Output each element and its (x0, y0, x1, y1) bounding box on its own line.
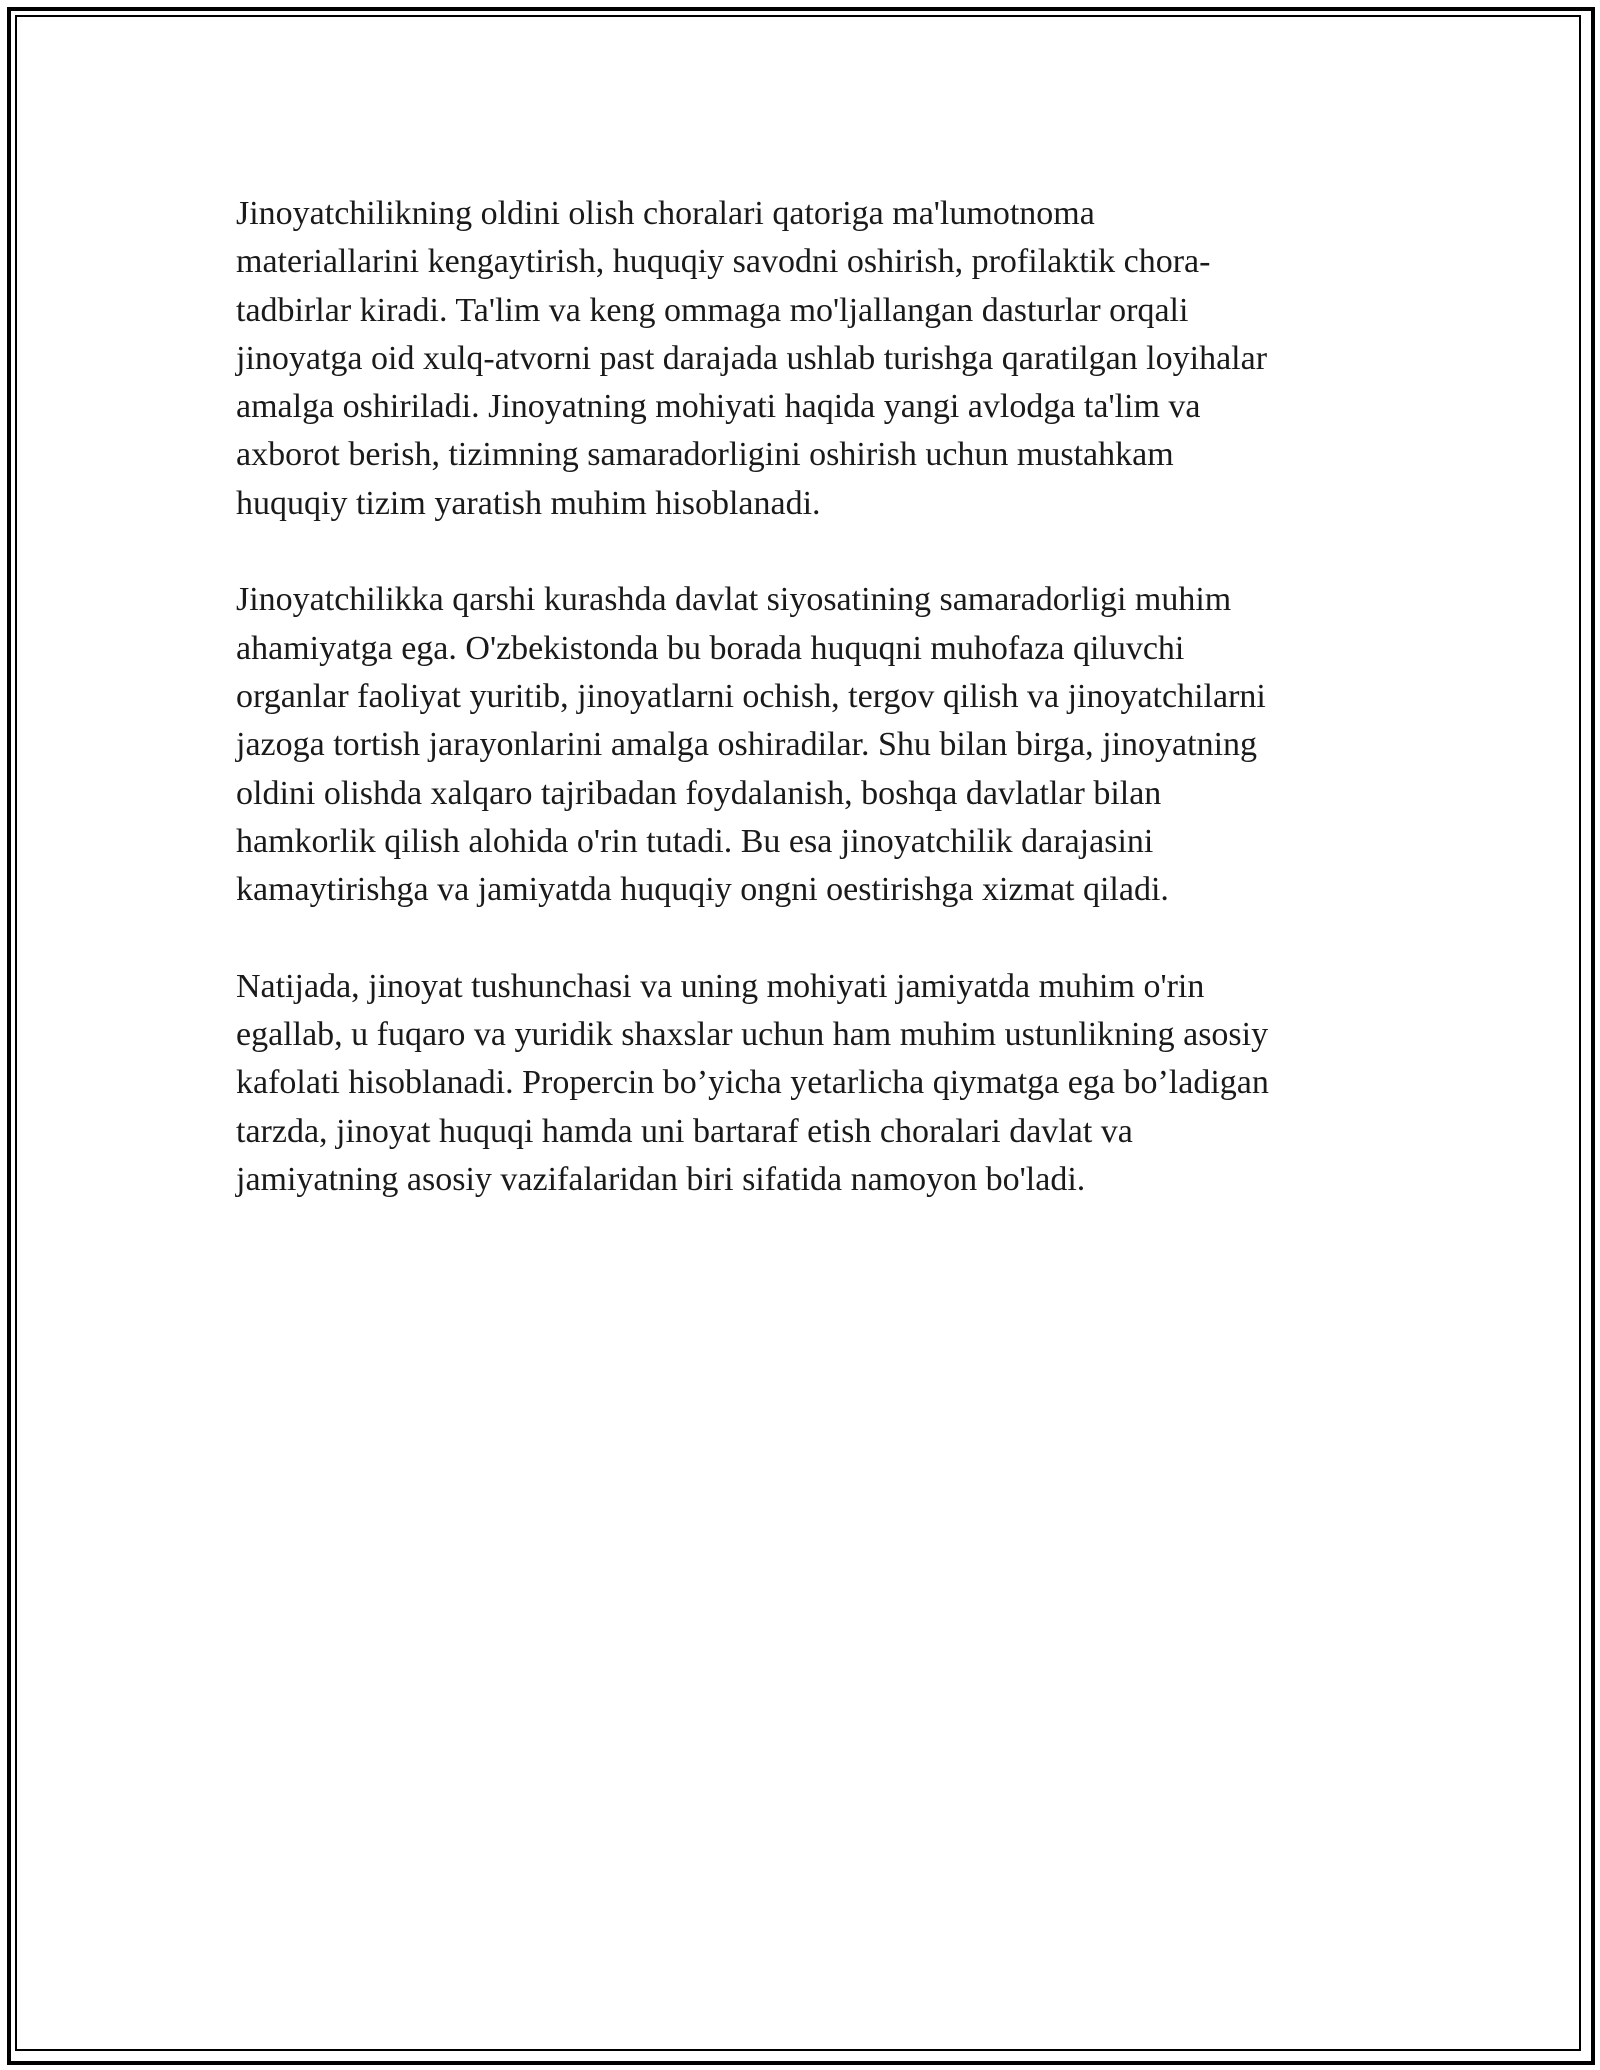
text-line: tarzda, jinoyat huquqi hamda uni bartaraf etish choralari davlat va (236, 1112, 1133, 1150)
text-line: oldini olishda xalqaro tajribadan foydalanish, boshqa davlatlar bilan (236, 774, 1162, 812)
paragraph-2 (236, 576, 1366, 914)
text-line: kafolati hisoblanadi. Propercin bo’yicha yetarlicha qiymatga ega bo’ladigan (236, 1064, 1269, 1102)
text-line: Jinoyatchilikning oldini olish choralari qatoriga ma'lumotnoma (236, 195, 1095, 232)
text-line: organlar faoliyat yuritib, jinoyatlarni ochish, tergov qilish va jinoyatchilarni (236, 677, 1266, 715)
text-line: tadbirlar kiradi. Ta'lim va keng ommaga mo'ljallangan dasturlar orqali (236, 291, 1189, 329)
text-line: Natijada, jinoyat tushunchasi va uning mohiyati jamiyatda muhim o'rin (236, 967, 1205, 1005)
text-line: ahamiyatga ega. O'zbekistonda bu borada huquqni muhofaza qiluvchi (236, 629, 1185, 667)
paragraph-3 (236, 963, 1366, 1204)
text-line: axborot berish, tizimning samaradorligini oshirish uchun mustahkam (236, 436, 1174, 474)
text-line: hamkorlik qilish alohida o'rin tutadi. Bu esa jinoyatchilik darajasini (236, 822, 1154, 860)
text-line: amalga oshiriladi. Jinoyatning mohiyati haqida yangi avlodga ta'lim va (236, 388, 1201, 426)
text-line: egallab, u fuqaro va yuridik shaxslar uchun ham muhim ustunlikning asosiy (236, 1016, 1269, 1054)
text-line: jazoga tortish jarayonlarini amalga oshiradilar. Shu bilan birga, jinoyatning (236, 726, 1258, 764)
document-body (236, 190, 1366, 1204)
text-line: huquqiy tizim yaratish muhim hisoblanadi. (236, 484, 821, 522)
text-line: Jinoyatchilikka qarshi kurashda davlat siyosatining samaradorligi muhim (236, 581, 1232, 619)
text-line: jamiyatning asosiy vazifalaridan biri sifatida namoyon bo'ladi. (236, 1160, 1086, 1198)
text-line: materiallarini kengaytirish, huquqiy savodni oshirish, profilaktik chora- (236, 243, 1211, 281)
paragraph-1 (236, 190, 1366, 528)
text-line: kamaytirishga va jamiyatda huquqiy ongni oestirishga xizmat qiladi. (236, 871, 1169, 909)
text-line: jinoyatga oid xulq-atvorni past darajada ushlab turishga qaratilgan loyihalar (236, 339, 1268, 377)
